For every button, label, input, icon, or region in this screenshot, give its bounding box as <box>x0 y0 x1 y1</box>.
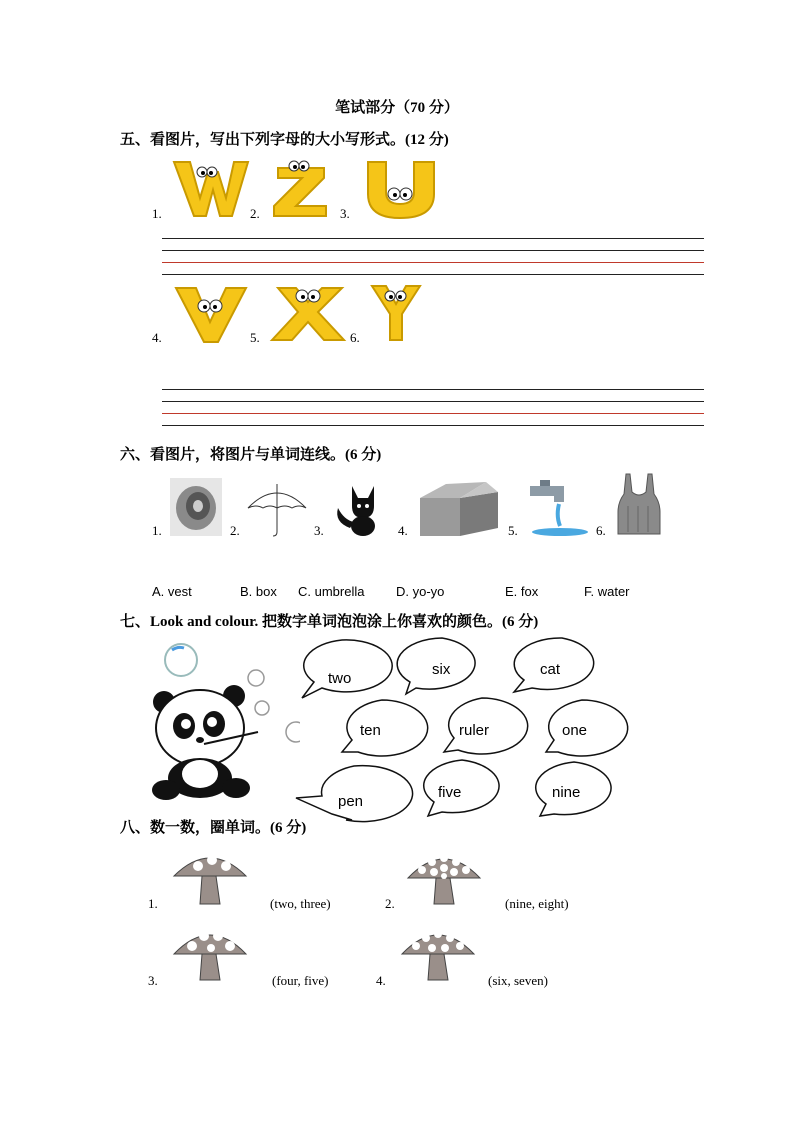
letter-number: 5. <box>250 330 260 345</box>
letter-number: 4. <box>152 330 162 345</box>
bubble-ruler: ruler <box>459 722 490 739</box>
option-vest: A. vest <box>152 584 192 599</box>
writing-lines <box>162 389 704 429</box>
umbrella-icon <box>244 478 310 538</box>
option-water: F. water <box>584 584 630 599</box>
bubble-pen: pen <box>338 793 364 810</box>
panda-icon <box>150 640 300 802</box>
bubble-one: one <box>562 722 588 739</box>
item-choices: (four, five) <box>272 973 329 988</box>
item-choices: (nine, eight) <box>505 896 569 911</box>
bubble-two: two <box>328 670 352 687</box>
fox-icon <box>330 478 390 538</box>
bubble-ten: ten <box>360 722 381 739</box>
bubble-nine: nine <box>552 784 581 801</box>
bubble-five: five <box>438 784 462 801</box>
bubble-cat: cat <box>540 661 561 678</box>
vest-icon <box>614 472 664 536</box>
mushroom-icon <box>404 846 484 908</box>
option-yoyo: D. yo-yo <box>396 584 445 599</box>
letter-y-icon <box>368 282 424 344</box>
letter-number: 3. <box>340 206 350 221</box>
option-fox: E. fox <box>505 584 539 599</box>
letter-u-icon <box>362 158 440 220</box>
letter-v-icon <box>172 282 250 344</box>
letter-z-icon <box>270 158 330 220</box>
letter-x-icon <box>268 282 350 344</box>
letter-w-icon <box>172 158 250 220</box>
item-number: 3. <box>148 973 158 988</box>
picture-number: 3. <box>314 523 324 538</box>
section-5-heading: 五、看图片，写出下列字母的大小写形式。(12 分) <box>120 132 449 148</box>
bubble-six: six <box>432 661 451 678</box>
picture-number: 1. <box>152 523 162 538</box>
yo-yo-icon <box>170 478 222 536</box>
item-choices: (two, three) <box>270 896 331 911</box>
mushroom-icon <box>398 922 478 984</box>
item-number: 1. <box>148 896 158 911</box>
section-7-heading: 七、Look and colour. 把数字单词泡泡涂上你喜欢的颜色。(6 分) <box>120 614 539 630</box>
picture-number: 5. <box>508 523 518 538</box>
mushroom-icon <box>170 922 250 984</box>
water-tap-icon <box>524 476 590 538</box>
picture-number: 6. <box>596 523 606 538</box>
letter-number: 1. <box>152 206 162 221</box>
letter-number: 2. <box>250 206 260 221</box>
writing-lines <box>162 238 704 278</box>
picture-number: 4. <box>398 523 408 538</box>
mushroom-icon <box>170 846 250 908</box>
option-umbrella: C. umbrella <box>298 584 365 599</box>
letter-number: 6. <box>350 330 360 345</box>
section-6-heading: 六、看图片，将图片与单词连线。(6 分) <box>120 447 382 463</box>
page-title: 笔试部分（70 分） <box>335 100 459 116</box>
item-number: 2. <box>385 896 395 911</box>
option-box: B. box <box>240 584 277 599</box>
box-icon <box>416 478 502 538</box>
picture-number: 2. <box>230 523 240 538</box>
item-number: 4. <box>376 973 386 988</box>
section-8-heading: 八、数一数，圈单词。(6 分) <box>120 820 307 836</box>
item-choices: (six, seven) <box>488 973 548 988</box>
